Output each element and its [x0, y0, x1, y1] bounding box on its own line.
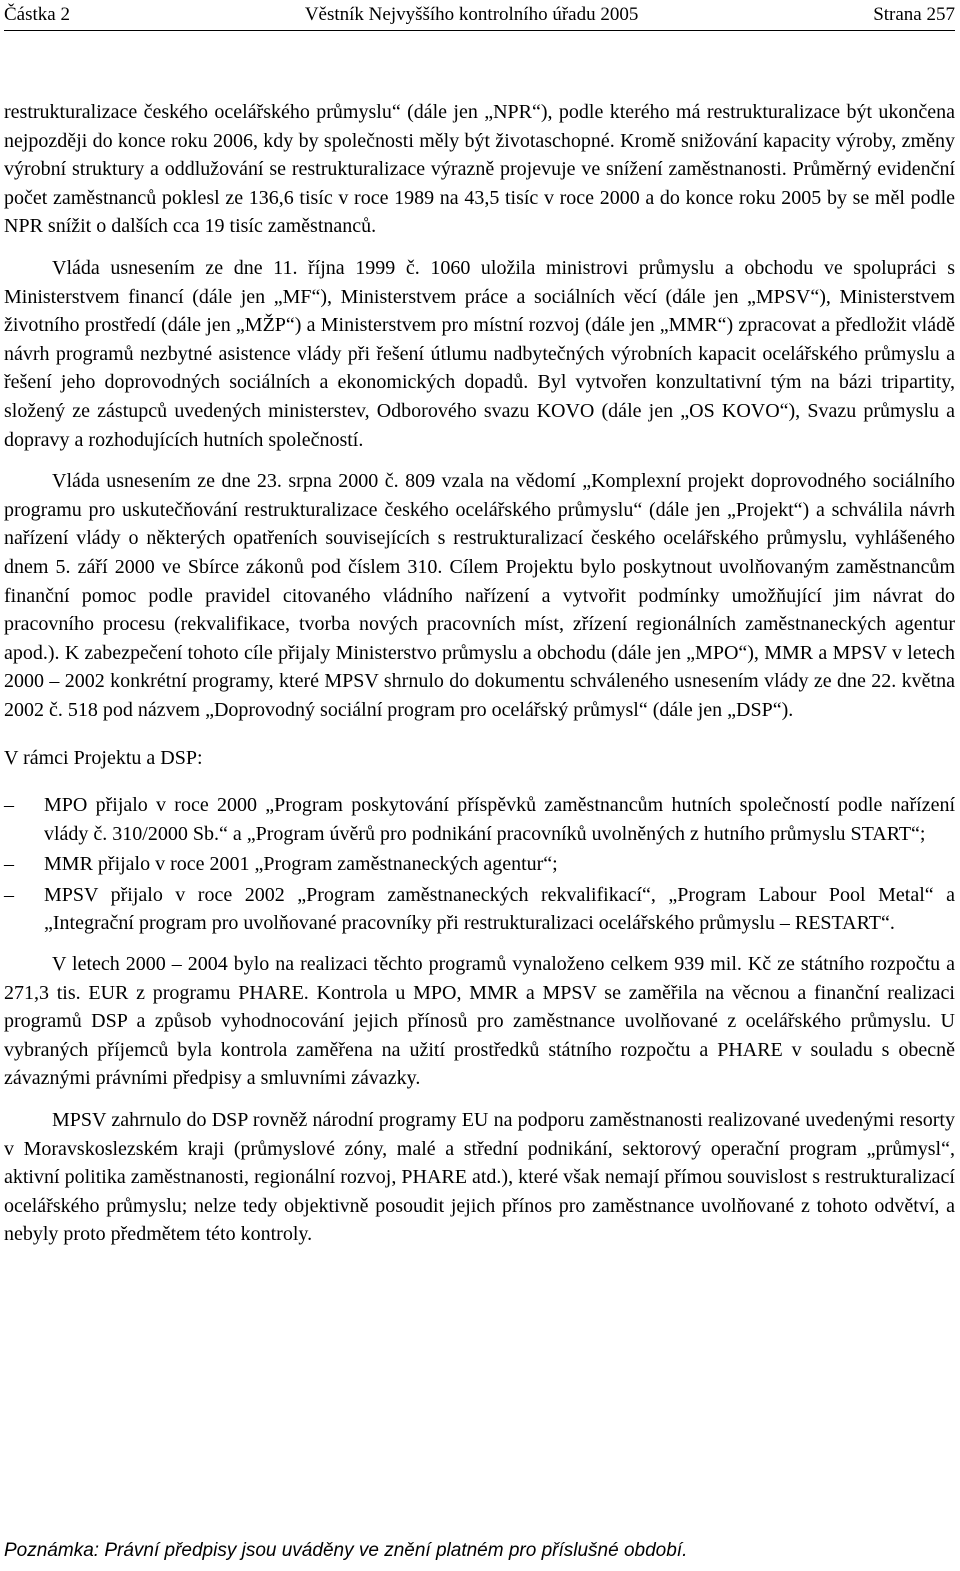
dash-bullet: – — [4, 853, 14, 876]
list-item-text: MPSV přijalo v roce 2002 „Program zaměstnaneckých rekvalifikací“, „Program Labour Pool Metal“ a „Integrační program pro uvolňované pracovníky při restrukturalizaci ocelářského průmyslu – RESTART“. — [44, 883, 955, 935]
document-page — [4, 0, 955, 1246]
list-heading: V rámci Projektu a DSP: — [4, 747, 203, 770]
list-item — [4, 850, 955, 879]
paragraph-eu-programs: MPSV zahrnulo do DSP rovněž národní programy EU na podporu zaměstnanosti realizované uvedenými resorty v Moravskoslezském kraji (průmyslové zóny, malé a střední podnikání, sektorový operační program „průmysl“, aktivní politika zaměstnanosti, regionální rozvoj, PHARE atd.), které však nemají přímou souvislost s restrukturalizací ocelářského průmyslu; nelze tedy objektivně posoudit jejich přínos pro zaměstnance uvolňované z tohoto odvětví, a nebyly proto předmětem této kontroly. — [4, 1109, 955, 1246]
document-body — [4, 98, 955, 1262]
page-header — [4, 0, 955, 31]
paragraph-npr: restrukturalizace českého ocelářského průmyslu“ (dále jen „NPR“), podle kterého má restrukturalizace být ukončena nejpozději do konce roku 2006, kdy by společnosti měly být životaschopné. Kromě snižování kapacity výroby, změny výrobní struktury a oddlužování se restrukturalizace výrazně projevuje ve snížení zaměstnanosti. Průměrný evidenční počet zaměstnanců poklesl ze 136,6 tisíc v roce 1989 na 43,5 tisíc v roce 2000 a do konce roku 2005 by se měl podle NPR snížit o dalších cca 19 tisíc zaměstnanců. — [4, 101, 955, 238]
list-item — [4, 881, 955, 938]
footnote: Poznámka: Právní předpisy jsou uváděny ve znění platném pro příslušné období. — [4, 1540, 688, 1561]
header-issue: Částka 2 — [4, 4, 70, 25]
dash-bullet: – — [4, 883, 14, 906]
list-item-text: MPO přijalo v roce 2000 „Program poskytování příspěvků zaměstnancům hutních společností podle nařízení vlády č. 310/2000 Sb.“ a „Program úvěrů pro podnikání pracovníků uvolněných z hutního průmyslu START“; — [44, 794, 955, 845]
program-list — [4, 791, 955, 938]
paragraph-resolution-1999: Vláda usnesením ze dne 11. října 1999 č. 1060 uložila ministrovi průmyslu a obchodu ve spolupráci s Ministerstvem financí (dále jen „MF“), Ministerstvem práce a sociálních věcí (dále jen „MPSV“), Ministerstvem životního prostředí (dále jen „MŽP“) a Ministerstvem pro místní rozvoj (dále jen „MMR“) zpracovat a předložit vládě návrh programů nezbytné asistence vlády při řešení útlumu nadbytečných výrobních kapacit ocelářského průmyslu a řešení jeho doprovodných sociálních a ekonomických dopadů. Byl vytvořen konzultativní tým na bázi tripartity, složený ze zástupců uvedených ministerstev, Odborového svazu KOVO (dále jen „OS KOVO“), Svazu průmyslu a dopravy a rozhodujících hutních společností. — [4, 256, 955, 451]
dash-bullet: – — [4, 794, 14, 817]
header-journal-title: Věstník Nejvyššího kontrolního úřadu 2005 — [304, 4, 639, 25]
list-item-text: MMR přijalo v roce 2001 „Program zaměstnaneckých agentur“; — [44, 853, 558, 876]
paragraph-resolution-2000: Vláda usnesením ze dne 23. srpna 2000 č. 809 vzala na vědomí „Komplexní projekt doprovodného sociálního programu pro uskutečňování restrukturalizace českého ocelářského průmyslu“ (dále jen „Projekt“) a schválila návrh nařízení vlády o některých opatřeních souvisejících s restrukturalizací českého ocelářského průmyslu, vyhlášeného dnem 5. září 2000 ve Sbírce zákonů pod číslem 310. Cílem Projektu bylo poskytnout uvolňovaným zaměstnancům finanční pomoc podle pravidel citovaného vládního nařízení a vytvořit podmínky umožňující jim návrat do pracovního procesu (rekvalifikace, tvorba nových pracovních míst, zřízení regionálních zaměstnaneckých agentur apod.). K zabezpečení tohoto cíle přijaly Ministerstvo průmyslu a obchodu (dále jen „MPO“), MMR a MPSV v letech 2000 – 2002 konkrétní programy, které MPSV shrnulo do dokumentu schváleného usnesením vlády ze dne 22. května 2002 č. 518 pod názvem „Doprovodný sociální program pro ocelářský průmysl“ (dále jen „DSP“). — [4, 470, 955, 721]
paragraph-expenditure: V letech 2000 – 2004 bylo na realizaci těchto programů vynaloženo celkem 939 mil. Kč ze státního rozpočtu a 271,3 tis. EUR z programu PHARE. Kontrola u MPO, MMR a MPSV se zaměřila na věcnou a finanční realizaci programů DSP a způsob vyhodnocování jejich přínosů pro zaměstnance uvolňované z ocelářského průmyslu. U vybraných příjemců byla kontrola zaměřena na užití prostředků státního rozpočtu a PHARE v souladu s obecně závaznými právními předpisy a smluvními závazky. — [4, 953, 955, 1090]
header-page-number: Strana 257 — [873, 4, 955, 25]
list-item — [4, 791, 955, 848]
